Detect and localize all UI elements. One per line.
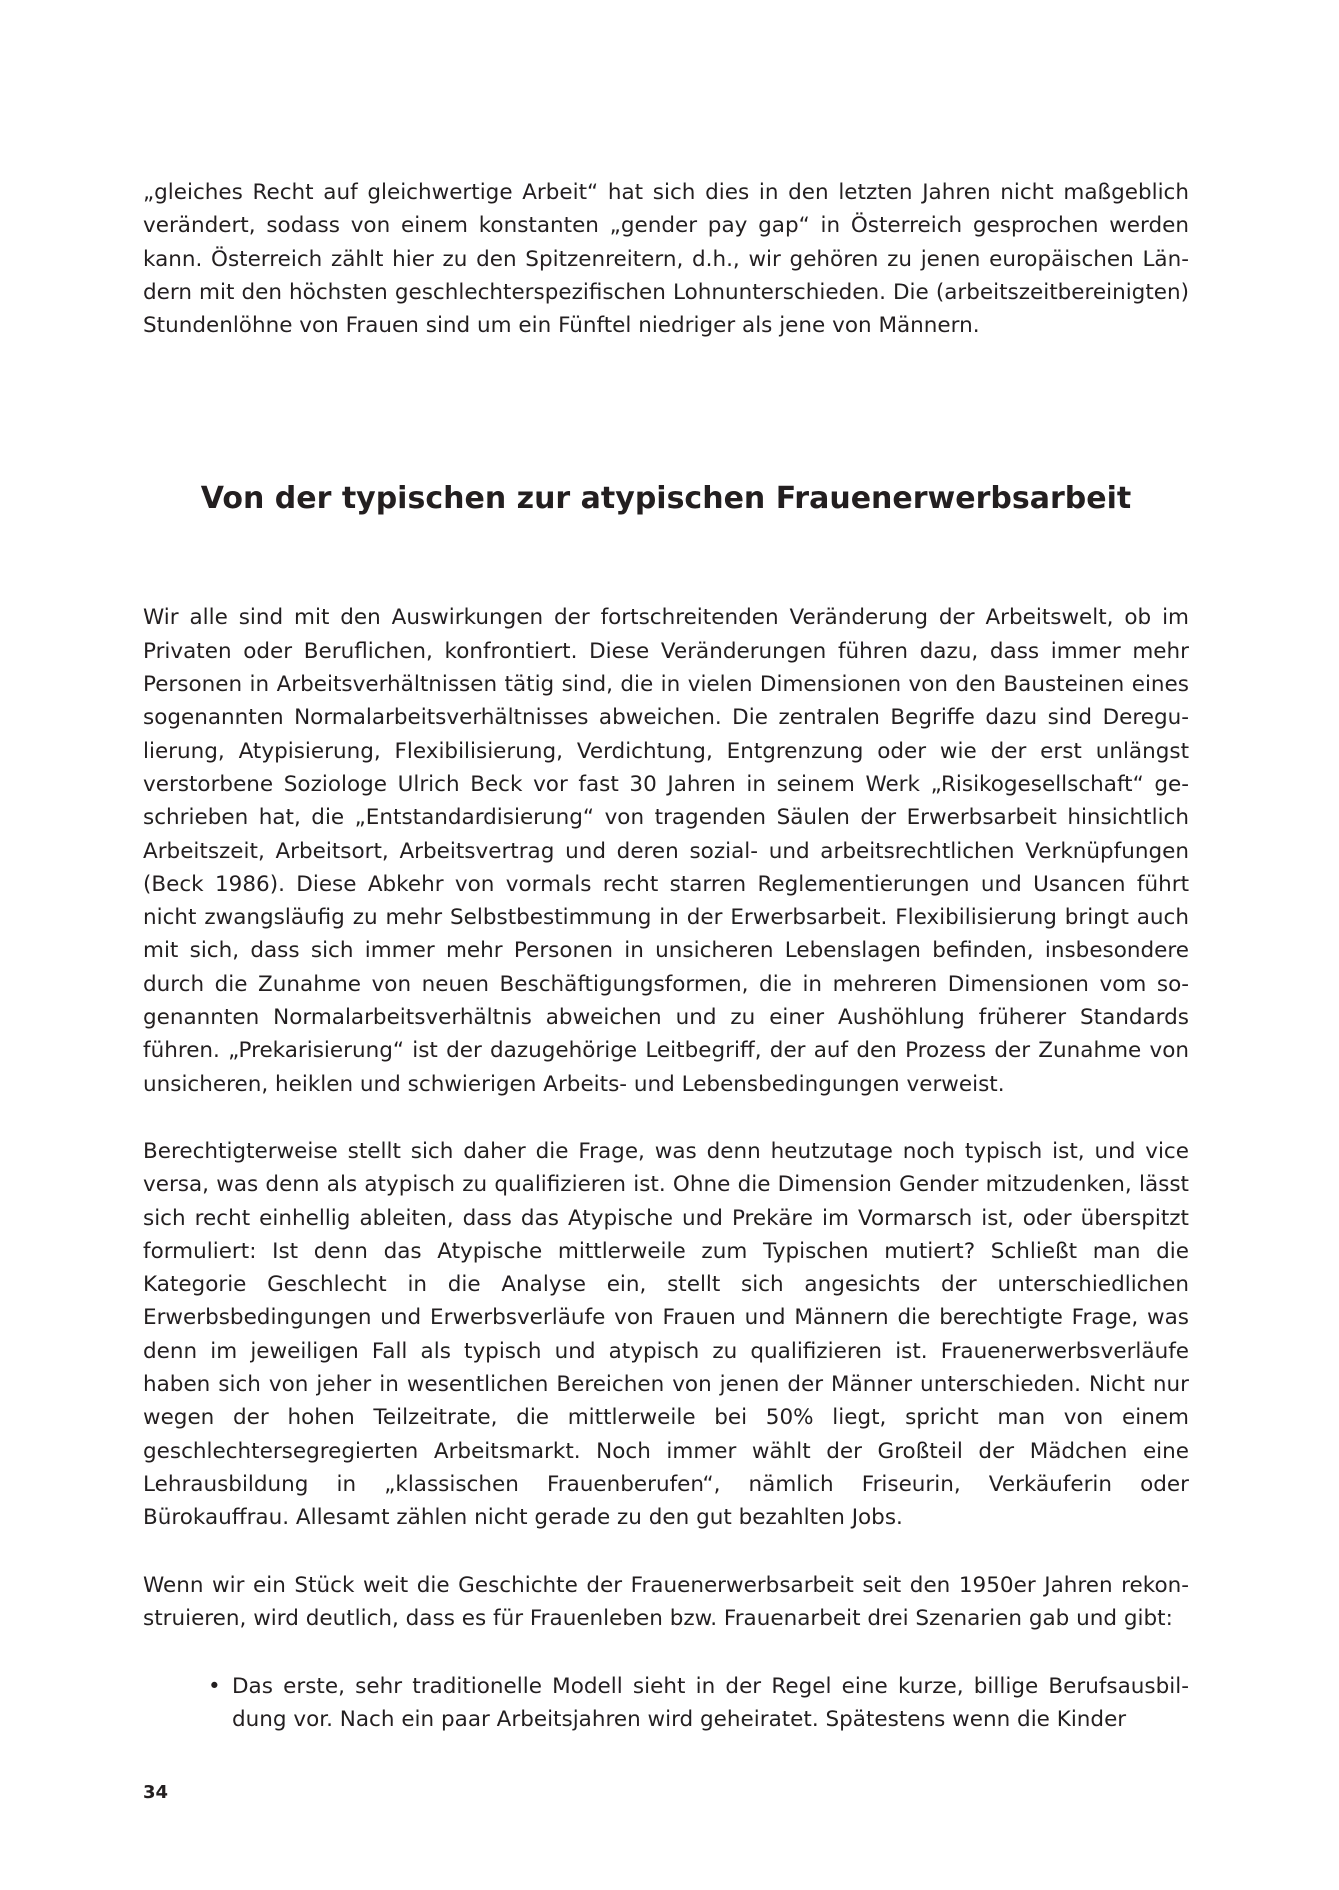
page-number: 34 — [143, 1782, 169, 1803]
page-content — [143, 176, 1189, 1737]
list-item-text: Das erste, sehr traditionelle Modell sieht in der Regel eine kurze, billige Berufsausbildung vor. Nach ein paar Arbeitsjahren wird geheiratet. Spätestens wenn die Kinder — [232, 1674, 1189, 1733]
section-heading: Von der typischen zur atypischen Frauenerwerbsarbeit — [200, 481, 1132, 517]
bullet-list — [143, 1670, 1189, 1737]
list-item — [208, 1670, 1189, 1737]
body-paragraph: Wir alle sind mit den Auswirkungen der fortschreitenden Veränderung der Arbeitswelt, ob im Privaten oder Beruflichen, konfrontiert. Diese Veränderungen führen dazu, dass immer mehr Personen in Arbeitsverhältnissen tätig sind, die in vielen Dimensionen von den Bausteinen eines sogenannten Normalarbeitsverhältnisses abweichen. Die zentralen Begriffe dazu sind Deregulierung, Atypisierung, Flexibilisierung, Verdichtung, Entgrenzung oder wie der erst unlängst verstorbene Soziologe Ulrich Beck vor fast 30 Jahren in seinem Werk „Risikogesellschaft“ geschrieben hat, die „Entstandardisierung“ von tragenden Säulen der Erwerbsarbeit hinsichtlich Arbeitszeit, Arbeitsort, Arbeitsvertrag und deren sozial- und arbeitsrechtlichen Verknüpfungen (Beck 1986). Diese Abkehr von vormals recht starren Reglementierungen und Usancen führt nicht zwangsläufig zu mehr Selbstbestimmung in der Erwerbsarbeit. Flexibilisierung bringt auch mit sich, dass sich immer mehr Personen in unsicheren Lebenslagen befinden, insbesondere durch die Zunahme von neuen Beschäftigungsformen, die in mehreren Dimensionen vom sogenannten Normalarbeitsverhältnis abweichen und zu einer Aushöhlung früherer Standards führen. „Prekarisierung“ ist der dazugehörige Leitbegriff, der auf den Prozess der Zunahme von unsicheren, heiklen und schwierigen Arbeits- und Lebensbedingungen verweist. — [143, 605, 1189, 1097]
body-paragraph: Wenn wir ein Stück weit die Geschichte der Frauenerwerbsarbeit seit den 1950er Jahren rekonstruieren, wird deutlich, dass es für Frauenleben bzw. Frauenarbeit drei Szenarien gab und gibt: — [143, 1572, 1189, 1631]
intro-paragraph: „gleiches Recht auf gleichwertige Arbeit“ hat sich dies in den letzten Jahren nicht maßgeblich verändert, sodass von einem konstanten „gender pay gap“ in Österreich gesprochen werden kann. Österreich zählt hier zu den Spitzenreitern, d.h., wir gehören zu jenen europäischen Ländern mit den höchsten geschlechterspezifischen Lohnunterschieden. Die (arbeitszeitbereinigten) Stundenlöhne von Frauen sind um ein Fünftel niedriger als jene von Männern. — [143, 180, 1189, 339]
bullet-icon: • — [208, 1674, 221, 1700]
body-paragraph: Berechtigterweise stellt sich daher die Frage, was denn heutzutage noch typisch ist, und vice versa, was denn als atypisch zu qualifizieren ist. Ohne die Dimension Gender mitzudenken, lässt sich recht einhellig ableiten, dass das Atypische und Prekäre im Vormarsch ist, oder überspitzt formuliert: Ist denn das Atypische mittlerweile zum Typischen mutiert? Schließt man die Kategorie Geschlecht in die Analyse ein, stellt sich angesichts der unterschiedlichen Erwerbsbedingungen und Erwerbsverläufe von Frauen und Männern die berechtigte Frage, was denn im jeweiligen Fall als typisch und atypisch zu qualifizieren ist. Frauenerwerbsverläufe haben sich von jeher in wesentlichen Bereichen von jenen der Männer unterschieden. Nicht nur wegen der hohen Teilzeitrate, die mittlerweile bei 50% liegt, spricht man von einem geschlechtersegregierten Arbeitsmarkt. Noch immer wählt der Großteil der Mädchen eine Lehrausbildung in „klassischen Frauenberufen“, nämlich Friseurin, Verkäuferin oder Bürokauffrau. Allesamt zählen nicht gerade zu den gut bezahlten Jobs. — [143, 1138, 1189, 1531]
